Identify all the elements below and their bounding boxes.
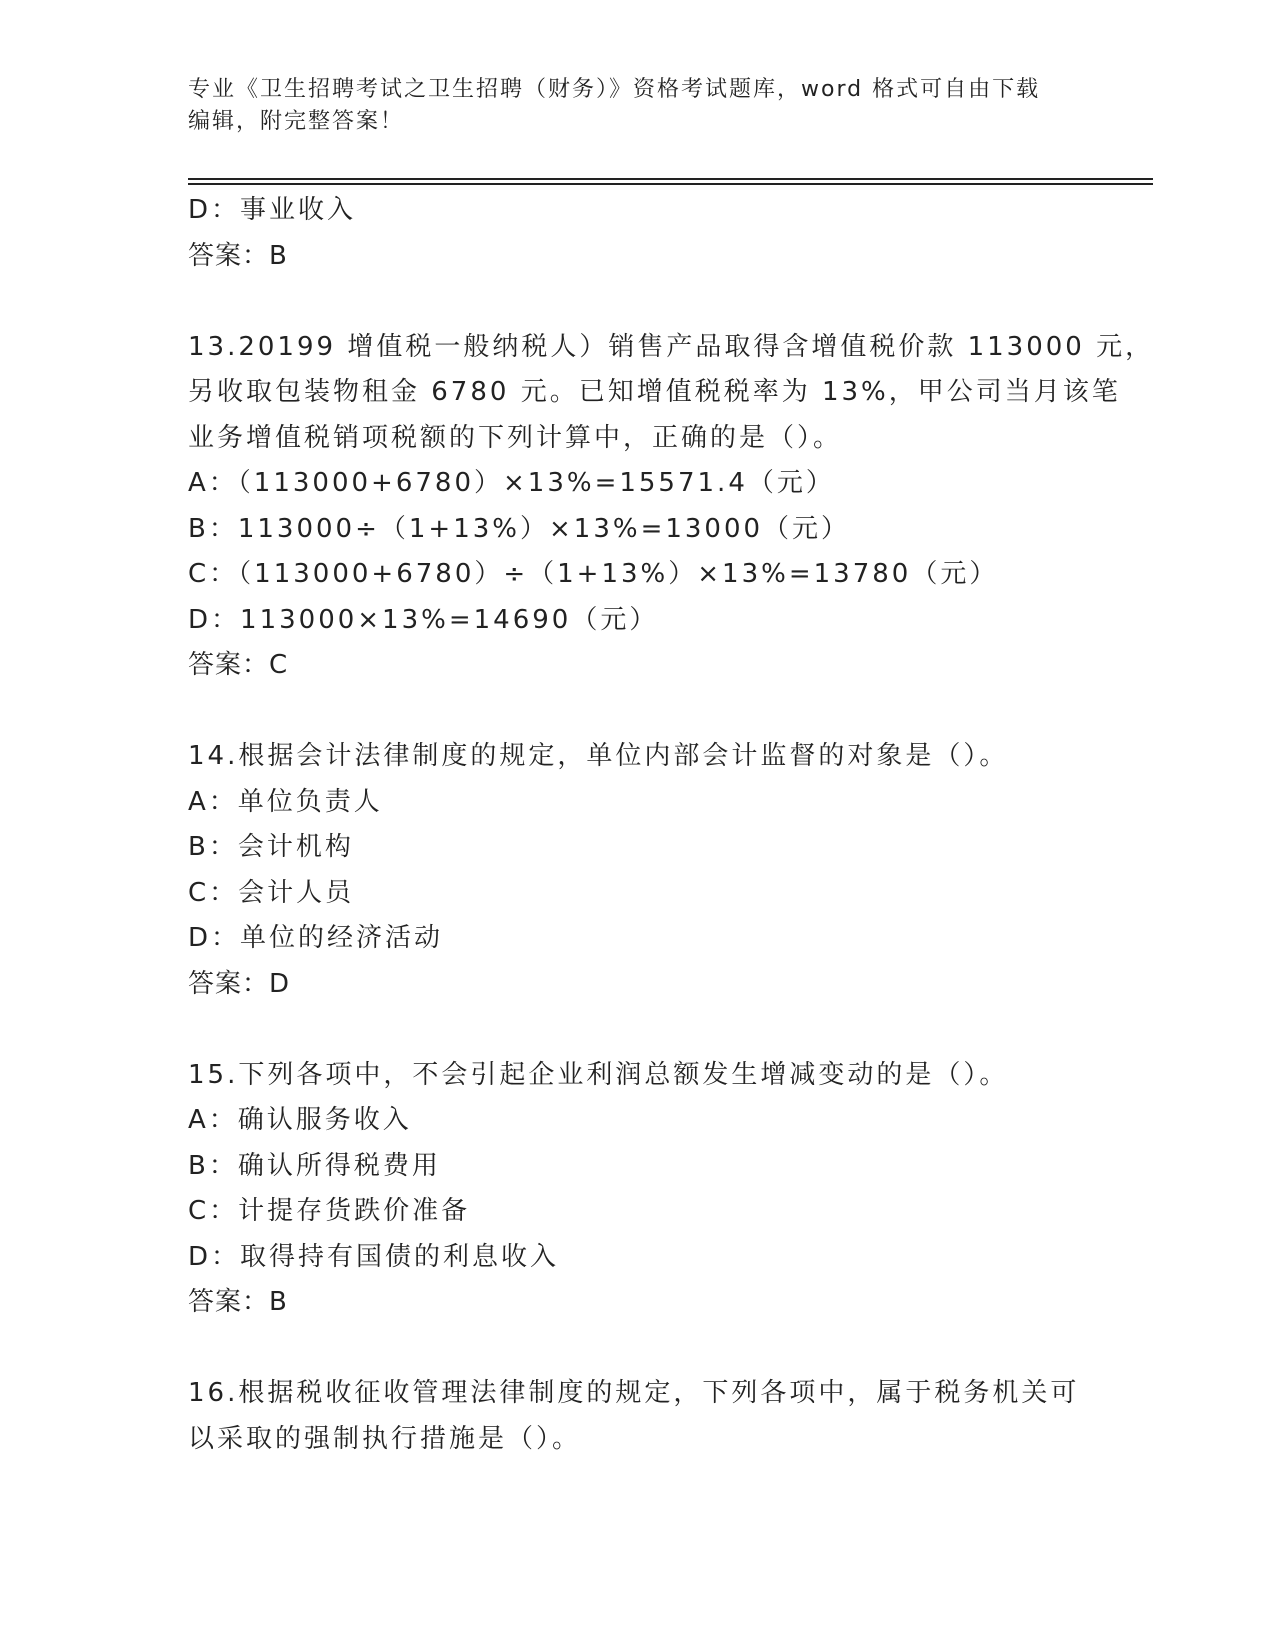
option-c: C：（113000+6780）÷（1+13%）×13%=13780（元） (188, 559, 999, 589)
question-list (188, 188, 1155, 1462)
answer-line: 答案：C (188, 650, 289, 680)
question-14 (188, 734, 1068, 1007)
question-stem: 以采取的强制执行措施是（）。 (188, 1423, 582, 1454)
option-d: D：单位的经济活动 (188, 923, 444, 953)
option-a: A：单位负责人 (188, 786, 383, 817)
header-line-1: 专业《卫生招聘考试之卫生招聘（财务）》资格考试题库，word 格式可自由下载 (188, 77, 1041, 102)
answer-line: 答案：B (188, 240, 288, 271)
option-c: C：计提存货跌价准备 (188, 1196, 471, 1226)
document-header (188, 74, 1068, 138)
answer-line: 答案：D (188, 968, 291, 999)
option-b: B：确认所得税费用 (188, 1150, 441, 1181)
option-a: A：确认服务收入 (188, 1105, 412, 1135)
question-stem: 14.根据会计法律制度的规定，单位内部会计监督的对象是（）。 (188, 741, 1009, 771)
question-stem: 16.根据税收征收管理法律制度的规定，下列各项中，属于税务机关可 (188, 1378, 1080, 1408)
question-stem: 另收取包装物租金 6780 元。已知增值税税率为 13%，甲公司当月该笔 (188, 377, 1121, 407)
spacer (188, 689, 1068, 735)
option-d: D：113000×13%=14690（元） (188, 604, 659, 635)
spacer (188, 1007, 1068, 1053)
header-line-2: 编辑，附完整答案！ (188, 109, 405, 134)
option-d: D：取得持有国债的利息收入 (188, 1241, 560, 1272)
header-rule-top (188, 178, 1153, 180)
option-b: B：会计机构 (188, 832, 354, 862)
question-15 (188, 1053, 1068, 1326)
question-stem: 业务增值税销项税额的下列计算中，正确的是（）。 (188, 422, 843, 453)
question-stem: 13.20199 增值税一般纳税人）销售产品取得含增值税价款 113000 元， (188, 331, 1155, 362)
option-d: D：事业收入 (188, 195, 357, 225)
option-b: B：113000÷（1+13%）×13%=13000（元） (188, 513, 851, 544)
option-a: A：（113000+6780）×13%=15571.4（元） (188, 468, 835, 498)
spacer (188, 1326, 1068, 1372)
spacer (188, 279, 1068, 325)
option-c: C：会计人员 (188, 877, 355, 908)
header-rule-bottom (188, 183, 1153, 185)
question-16 (188, 1371, 1080, 1462)
question-13 (188, 325, 1155, 689)
question-stem: 15.下列各项中，不会引起企业利润总额发生增减变动的是（）。 (188, 1059, 1009, 1090)
prev-question-tail (188, 188, 1068, 279)
answer-line: 答案：B (188, 1287, 288, 1317)
